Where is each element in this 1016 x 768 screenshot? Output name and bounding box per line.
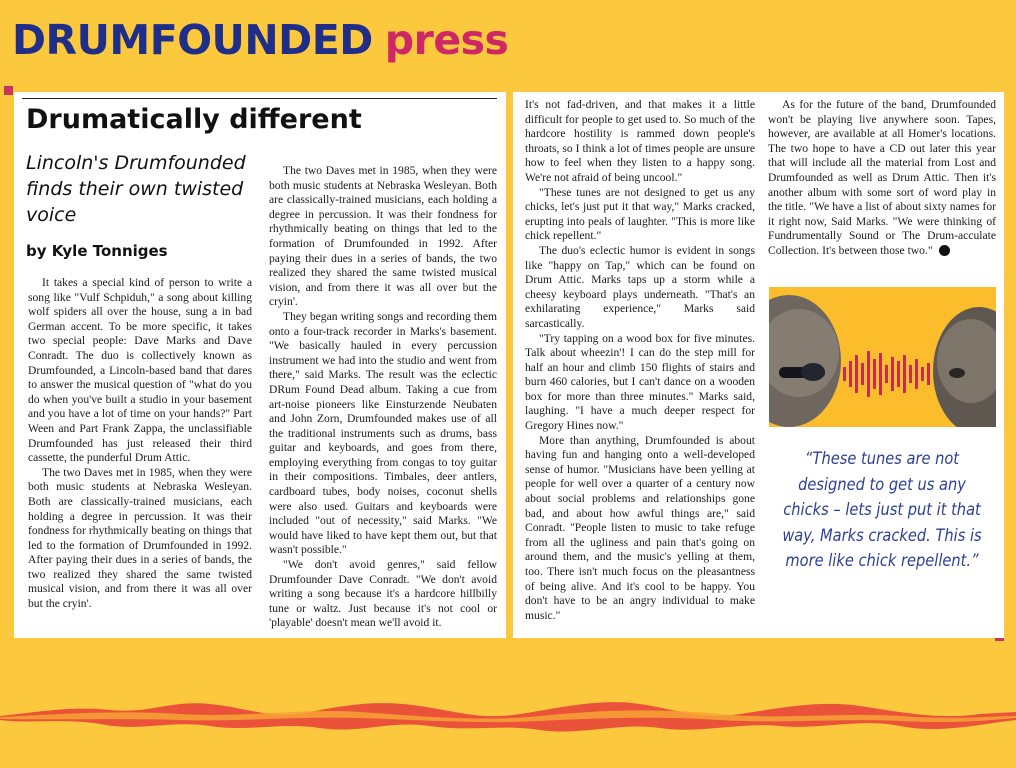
article-column-2 (269, 164, 497, 631)
article-column-4 (768, 98, 996, 259)
article-column-1 (28, 276, 252, 612)
article-paragraph: The two Daves met in 1985, when they were both music students at Nebraska Wesleyan. Both are classically-trained musicians, each holding a degree in percussion. It was their fondness for rhythmically beating on things that led to the formation of Drumfounded in 1992. After paying their dues in a series of bands, the two realized they shared the same twisted musical vision, and from there it was all over but the cryin'. (269, 164, 497, 309)
article-paragraph: The two Daves met in 1985, when they were both music students at Nebraska Wesleyan. Both are classically-trained musicians, each holding a degree in percussion. It was their fondness for rhythmically beating on things that led to the formation of Drumfounded in 1992. After paying their dues in a series of bands, the two realized they shared the same twisted musical vision, and from there it was all over but the cryin'. (28, 465, 252, 611)
end-mark-icon (939, 245, 950, 256)
article-paragraph: "These tunes are not designed to get us any chicks, let's just put it that way," Marks cracked, erupting into peals of laughter. "This is more like chick repellent." (525, 185, 755, 243)
decorative-wave-icon (0, 690, 1016, 742)
brand-secondary: press (384, 16, 509, 64)
article-paragraph: They began writing songs and recording them onto a four-track recorder in Marks's basement. "We basically hauled in every percussion instrument we had into the studio and went from there," said Marks. The result was the eclectic DRum Found Dead album. Taking a cue from art-noise pioneers like Einsturzende Neubaten and John Zorn, Drumfounded makes use of all the traditional instruments such as drums, bass guitar and keyboards, and goes from there, employing everything from congas to toy guitar in their compositions. Timbales, deer antlers, cardboard tubes, body noises, coconut shells were also used. Guitars and keyboards were included "out of necessity," said Marks. "We would have liked to have kept them out, but that wasn't possible." (269, 309, 497, 557)
article-paragraph (768, 98, 996, 259)
masthead (12, 12, 508, 72)
article-paragraph: It takes a special kind of person to write a song like "Vulf Schpiduh," a song about killing wolf spiders all over the house, sung a in bad German accent. To be more specific, it takes two special people: Dave Marks and Dave Conradt. The duo is collectively known as Drumfounded, a Lincoln-based band that dares to answer the musical question of "what do you do when you've built a studio in your basement and you have a lot of time on your hands?" Part Ween and Part Frank Zappa, the unclassifiable Drumfounded has just released their third cassette, the punderful Drum Attic. (28, 276, 252, 465)
pull-quote: “These tunes are not designed to get us any chicks – lets just put it that way, Marks cracked. This is more like chick repellent.” (782, 449, 982, 571)
article-paragraph: More than anything, Drumfounded is about having fun and hanging onto a well-developed sense of humor. "Musicians have been yelling at people for well over a quarter of a century now about social problems and relationships gone bad, and about how awful things are," said Conradt. "People listen to music to take refuge from all the ugliness and pain that's going on around them, and the music's yelling at them, too. There isn't much focus on the pleasantness of being alive. And it's cool to be happy. You don't have to be an angry individual to make music." (525, 433, 755, 622)
corner-mark-top-left (4, 86, 13, 95)
two-faces-with-sound-wave-icon (769, 287, 996, 427)
article-byline: by Kyle Tonniges (26, 242, 168, 260)
article-paragraph: The duo's eclectic humor is evident in songs like "happy on Tap," which can be found on Drum Attic. Marks taps up a storm while a cheesy keyboard plays underneath. "That's an exhilarating experience," Marks said sarcastically. (525, 243, 755, 330)
article-paragraph: "Try tapping on a wood box for five minutes. Talk about wheezin'! I can do the step mill for half an hour and climb 150 flights of stairs and burn 460 calories, but I can't dance on a wooden box for more than three minutes." Marks said, laughing. "I have a much deeper respect for Gregory Hines now." (525, 331, 755, 433)
article-deck: Lincoln's Drumfounded finds their own twisted voice (26, 152, 246, 226)
article-paragraph: "We don't avoid genres," said fellow Drumfounder Dave Conradt. "We don't avoid writing a song because it's a hardcore hillbilly tune or waltz. Just because it's not cool or 'playable' doesn't mean we'll avoid it. (269, 558, 497, 630)
article-paragraph: It's not fad-driven, and that makes it a little difficult for people to get used to. So much of the hardcore hostility is rammed down people's throats, so I think a lot of times people are unsure how to feel when they listen to a happy song. We're not afraid of being uncool." (525, 98, 755, 184)
brand-primary: DRUMFOUNDED (12, 16, 373, 64)
article-column-3 (525, 98, 755, 623)
top-rule (22, 98, 497, 99)
article-headline: Drumatically different (26, 104, 362, 135)
article-page-right (513, 92, 1004, 638)
article-page-left (14, 92, 506, 638)
article-paragraph-text: As for the future of the band, Drumfounded won't be playing live anywhere soon. Tapes, however, are available at all Homer's locations. The two hope to have a CD out later this year that will include all the material from Lost and Drumfounded as well as Drum Attic. Then it's another album with some sort of word play in the title. "We have a list of about sixty names for it right now, Said Marks. "We were thinking of Fundrumentally Sound or The Drum-acculate Collection. It's between those two." (768, 98, 996, 257)
band-photo (769, 287, 996, 427)
